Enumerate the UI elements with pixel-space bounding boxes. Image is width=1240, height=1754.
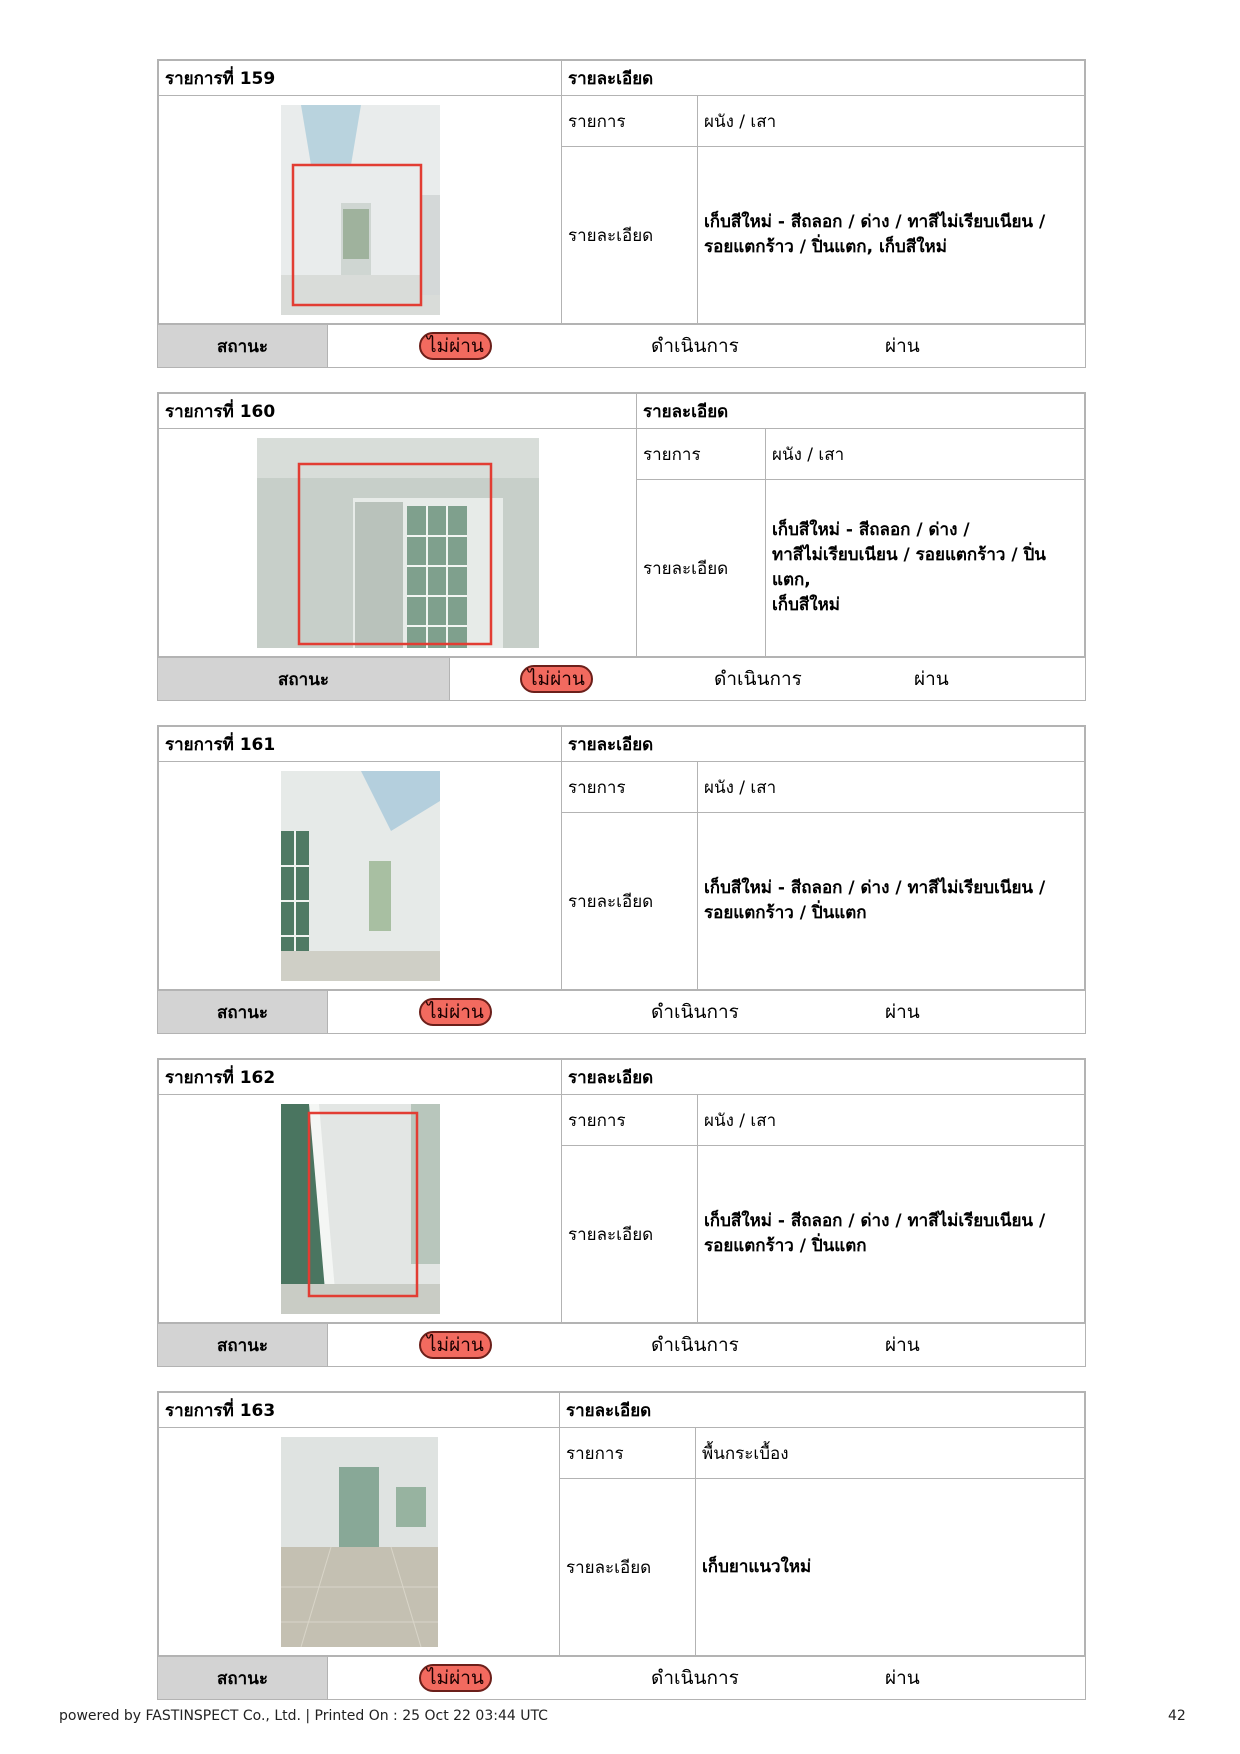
- detail-value: [698, 813, 1085, 990]
- item-value: ผนัง / เสา: [698, 96, 1085, 147]
- status-label: สถานะ: [158, 991, 328, 1033]
- item-title: รายการที่ 161: [159, 727, 562, 762]
- status-row: [158, 324, 1085, 367]
- status-fail-option[interactable]: ไม่ผ่าน: [419, 332, 492, 360]
- detail-line: เก็บสีใหม่ - สีถลอก / ด่าง / ทาสีไม่เรียบเนียน /: [704, 878, 1046, 898]
- status-options: [328, 991, 1085, 1033]
- status-in-progress-option[interactable]: ดำเนินการ: [714, 668, 802, 690]
- detail-line: เก็บสีใหม่ - สีถลอก / ด่าง /: [772, 520, 970, 540]
- photo-cell: [159, 762, 562, 990]
- detail-label: รายละเอียด: [562, 147, 698, 324]
- status-pass-option[interactable]: ผ่าน: [885, 1001, 920, 1023]
- status-options: [328, 325, 1085, 367]
- status-row: [158, 1323, 1085, 1366]
- inspection-card-161: [157, 725, 1086, 1034]
- inspection-photo[interactable]: [257, 438, 539, 648]
- item-label: รายการ: [637, 429, 766, 480]
- detail-header: รายละเอียด: [637, 394, 1085, 429]
- inspection-card-163: [157, 1391, 1086, 1700]
- detail-line: เก็บสีใหม่ - สีถลอก / ด่าง / ทาสีไม่เรียบเนียน /: [704, 1211, 1046, 1231]
- detail-line: รอยแตกร้าว / ปิ่นแตก: [704, 903, 867, 923]
- status-row: [158, 1656, 1085, 1699]
- item-title: รายการที่ 163: [159, 1393, 560, 1428]
- inspection-card-162: [157, 1058, 1086, 1367]
- status-pass-option[interactable]: ผ่าน: [885, 1667, 920, 1689]
- item-title: รายการที่ 162: [159, 1060, 562, 1095]
- inspection-photo[interactable]: [281, 771, 440, 981]
- status-options: [328, 1657, 1085, 1699]
- detail-line: ทาสีไม่เรียบเนียน / รอยแตกร้าว / ปิ่นแตก,: [772, 545, 1046, 590]
- item-label: รายการ: [562, 1095, 698, 1146]
- status-label: สถานะ: [158, 1324, 328, 1366]
- detail-label: รายละเอียด: [560, 1479, 696, 1656]
- photo-cell: [159, 1095, 562, 1323]
- status-in-progress-option[interactable]: ดำเนินการ: [651, 1001, 739, 1023]
- status-fail-option[interactable]: ไม่ผ่าน: [419, 1331, 492, 1359]
- detail-label: รายละเอียด: [637, 480, 766, 657]
- item-value: พื้นกระเบื้อง: [696, 1428, 1085, 1479]
- item-label: รายการ: [562, 96, 698, 147]
- detail-line: รอยแตกร้าว / ปิ่นแตก, เก็บสีใหม่: [704, 237, 947, 257]
- status-label: สถานะ: [158, 658, 450, 700]
- inspection-card-159: [157, 59, 1086, 368]
- item-label: รายการ: [562, 762, 698, 813]
- detail-label: รายละเอียด: [562, 813, 698, 990]
- detail-header: รายละเอียด: [562, 61, 1085, 96]
- detail-value: [696, 1479, 1085, 1656]
- status-options: [328, 1324, 1085, 1366]
- footer-text: powered by FASTINSPECT Co., Ltd. | Printed On : 25 Oct 22 03:44 UTC: [59, 1708, 548, 1724]
- detail-line: เก็บสีใหม่: [772, 595, 840, 615]
- detail-value: [698, 147, 1085, 324]
- detail-label: รายละเอียด: [562, 1146, 698, 1323]
- detail-line: เก็บสีใหม่ - สีถลอก / ด่าง / ทาสีไม่เรียบเนียน /: [704, 212, 1046, 232]
- status-in-progress-option[interactable]: ดำเนินการ: [651, 335, 739, 357]
- photo-cell: [159, 1428, 560, 1656]
- photo-cell: [159, 429, 637, 657]
- status-row: [158, 990, 1085, 1033]
- status-pass-option[interactable]: ผ่าน: [885, 335, 920, 357]
- status-options: [450, 658, 1085, 700]
- status-fail-option[interactable]: ไม่ผ่าน: [419, 1664, 492, 1692]
- detail-header: รายละเอียด: [560, 1393, 1085, 1428]
- inspection-card-160: [157, 392, 1086, 701]
- status-fail-option[interactable]: ไม่ผ่าน: [520, 665, 593, 693]
- inspection-photo[interactable]: [281, 1437, 438, 1647]
- inspection-photo[interactable]: [281, 1104, 440, 1314]
- detail-value: [766, 480, 1085, 657]
- inspection-photo[interactable]: [281, 105, 440, 315]
- detail-value: [698, 1146, 1085, 1323]
- status-label: สถานะ: [158, 1657, 328, 1699]
- photo-cell: [159, 96, 562, 324]
- item-value: ผนัง / เสา: [766, 429, 1085, 480]
- detail-header: รายละเอียด: [562, 727, 1085, 762]
- status-in-progress-option[interactable]: ดำเนินการ: [651, 1667, 739, 1689]
- status-pass-option[interactable]: ผ่าน: [914, 668, 949, 690]
- status-fail-option[interactable]: ไม่ผ่าน: [419, 998, 492, 1026]
- status-label: สถานะ: [158, 325, 328, 367]
- status-in-progress-option[interactable]: ดำเนินการ: [651, 1334, 739, 1356]
- item-value: ผนัง / เสา: [698, 762, 1085, 813]
- status-pass-option[interactable]: ผ่าน: [885, 1334, 920, 1356]
- detail-line: เก็บยาแนวใหม่: [702, 1556, 812, 1577]
- detail-header: รายละเอียด: [562, 1060, 1085, 1095]
- item-value: ผนัง / เสา: [698, 1095, 1085, 1146]
- item-title: รายการที่ 160: [159, 394, 637, 429]
- page-number: 42: [1168, 1708, 1186, 1724]
- detail-line: รอยแตกร้าว / ปิ่นแตก: [704, 1236, 867, 1256]
- item-label: รายการ: [560, 1428, 696, 1479]
- item-title: รายการที่ 159: [159, 61, 562, 96]
- status-row: [158, 657, 1085, 700]
